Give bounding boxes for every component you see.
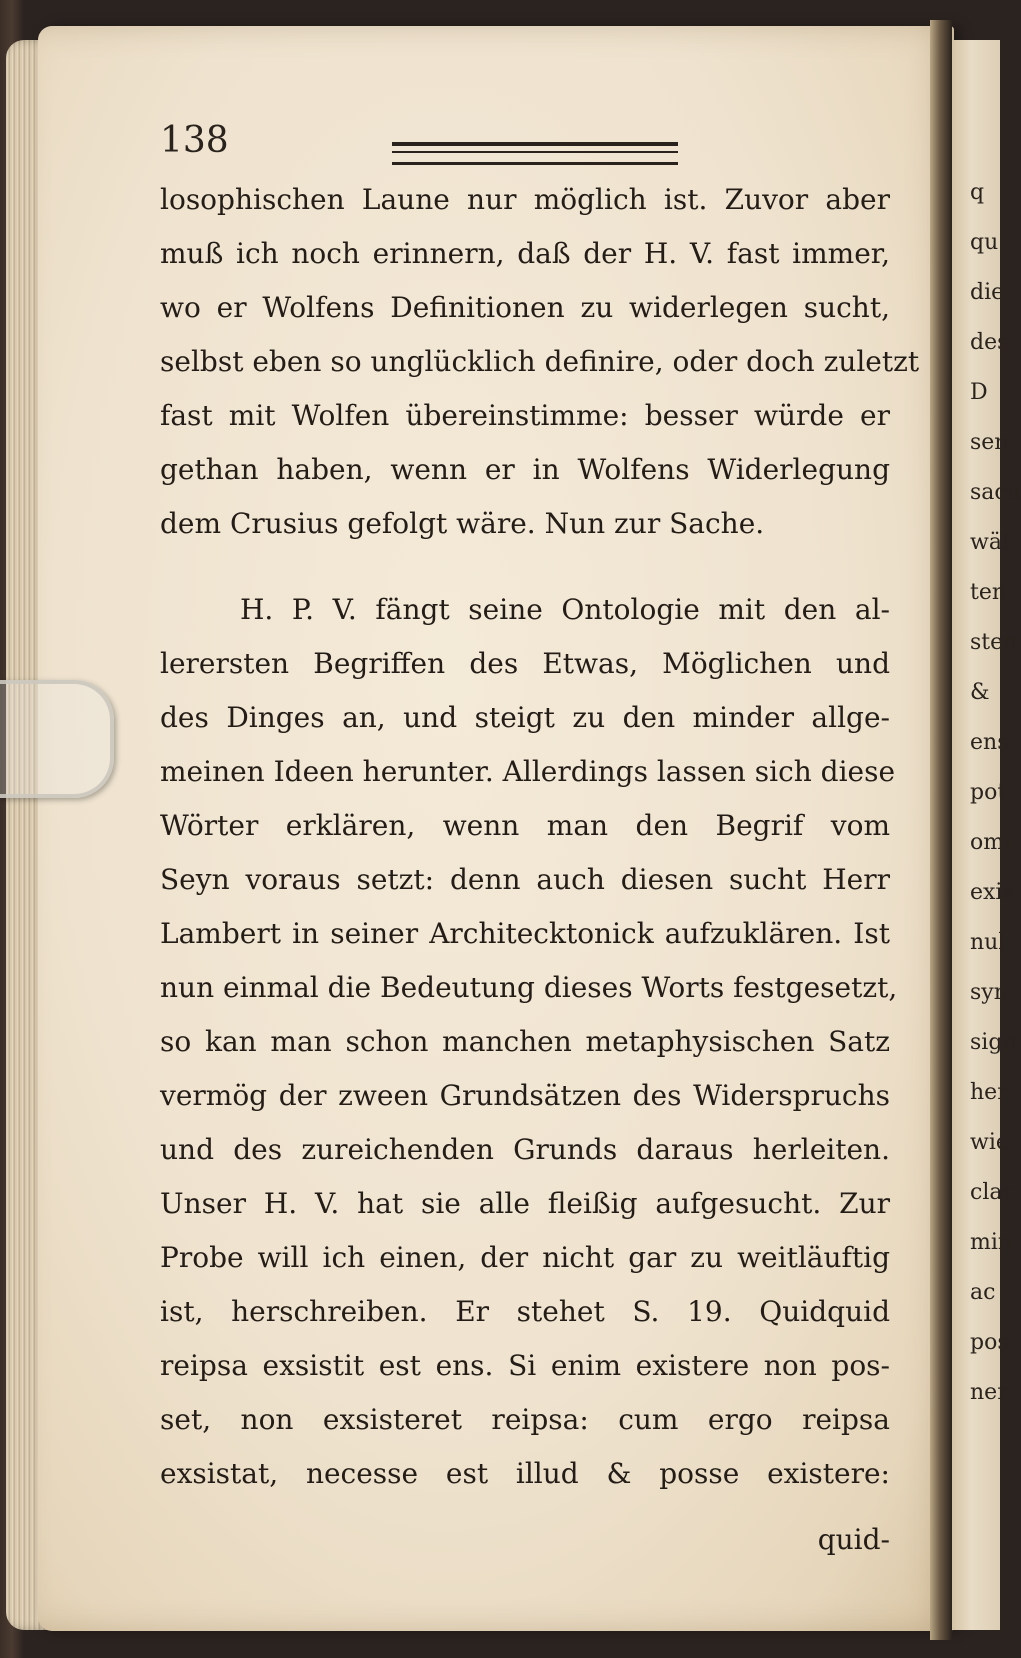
text-line: Seyn voraus setzt: denn auch diesen sucht Herr bbox=[160, 863, 890, 896]
text-line: ist, herschreiben. Er stehet S. 19. Quidquid bbox=[160, 1295, 890, 1328]
text-line: nun einmal die Bedeutung dieses Worts festgesetzt, bbox=[160, 971, 898, 1004]
facing-page-fragment: sign bbox=[970, 1030, 1017, 1055]
facing-page-fragment: qu bbox=[970, 230, 999, 255]
text-line: vermög der zween Grundsätzen des Widerspruchs bbox=[160, 1079, 890, 1112]
facing-page-fragment: ner bbox=[970, 1380, 1008, 1405]
facing-page-fragment: syn bbox=[970, 980, 1008, 1005]
text-line: wo er Wolfens Definitionen zu widerlegen sucht, bbox=[160, 291, 890, 324]
text-line: set, non exsisteret reipsa: cum ergo reipsa bbox=[160, 1403, 890, 1436]
facing-page-fragment: sten bbox=[970, 630, 1018, 655]
facing-page-fragment: min bbox=[970, 1230, 1013, 1255]
facing-page-fragment: des bbox=[970, 330, 1009, 355]
text-line: selbst eben so unglücklich definire, oder doch zuletzt bbox=[160, 345, 920, 378]
book-gutter bbox=[930, 20, 952, 1640]
text-line: Probe will ich einen, der nicht gar zu weitläuftig bbox=[160, 1241, 890, 1274]
text-line: so kan man schon manchen metaphysischen Satz bbox=[160, 1025, 890, 1058]
facing-page-fragment: D bbox=[970, 380, 988, 405]
text-line: und des zureichenden Grunds daraus herleiten. bbox=[160, 1133, 890, 1166]
text-line: gethan haben, wenn er in Wolfens Widerlegung bbox=[160, 453, 890, 486]
text-line: H. P. V. fängt seine Ontologie mit den al- bbox=[240, 593, 890, 626]
facing-page-fragment: pot bbox=[970, 780, 1007, 805]
facing-page-fragment: wie bbox=[970, 1130, 1009, 1155]
facing-page-fragment: ens bbox=[970, 730, 1009, 755]
facing-page-fragment: clar bbox=[970, 1180, 1013, 1205]
facing-page-fragment: omi bbox=[970, 830, 1012, 855]
text-line: losophischen Laune nur möglich ist. Zuvor aber bbox=[160, 183, 890, 216]
text-line: dem Crusius gefolgt wäre. Nun zur Sache. bbox=[160, 507, 765, 540]
facing-page-fragment: ac bbox=[970, 1280, 996, 1305]
facing-page-fragment: pos bbox=[970, 1330, 1009, 1355]
text-line: Wörter erklären, wenn man den Begrif vom bbox=[160, 809, 890, 842]
page-number: 138 bbox=[160, 120, 229, 161]
text-line: lerersten Begriffen des Etwas, Möglichen und bbox=[160, 647, 890, 680]
facing-page-fragment: sach bbox=[970, 480, 1021, 505]
text-line: reipsa exsistit est ens. Si enim existere non pos- bbox=[160, 1349, 890, 1382]
text-line: Lambert in seiner Architecktonick aufzuklären. Ist bbox=[160, 917, 890, 950]
facing-page-fragment: exis bbox=[970, 880, 1014, 905]
facing-page-fragment: ten bbox=[970, 580, 1007, 605]
text-line: exsistat, necesse est illud & posse existere: bbox=[160, 1457, 890, 1490]
facing-page-fragment: sen bbox=[970, 430, 1009, 455]
facing-page-fragment: die bbox=[970, 280, 1005, 305]
text-line: des Dinges an, und steigt zu den minder allge- bbox=[160, 701, 890, 734]
page-clip bbox=[0, 680, 114, 798]
text-line: muß ich noch erinnern, daß der H. V. fast immer, bbox=[160, 237, 890, 270]
facing-page-fragment: her bbox=[970, 1080, 1008, 1105]
text-line: Unser H. V. hat sie alle fleißig aufgesucht. Zur bbox=[160, 1187, 890, 1220]
facing-page-fragment: wäl bbox=[970, 530, 1009, 555]
facing-page-fragment: q bbox=[970, 180, 985, 205]
header-rule-ornament bbox=[392, 142, 678, 165]
facing-page-fragment: nul bbox=[970, 930, 1006, 955]
facing-page-fragment: & bbox=[970, 680, 990, 705]
text-line: fast mit Wolfen übereinstimme: besser würde er bbox=[160, 399, 890, 432]
text-line: meinen Ideen herunter. Allerdings lassen sich diese bbox=[160, 755, 896, 788]
catchword: quid- bbox=[817, 1523, 890, 1556]
